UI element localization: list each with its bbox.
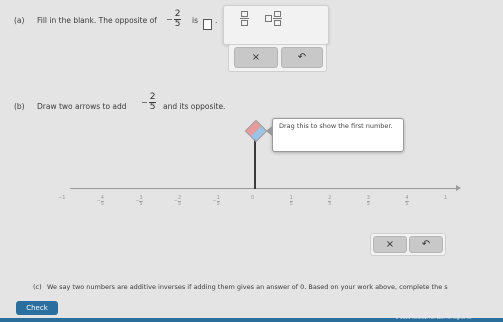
fraction-denominator: 5 bbox=[174, 19, 181, 29]
number-line-arrow-right-icon bbox=[456, 185, 461, 191]
fraction-sign: − bbox=[166, 15, 173, 24]
part-b-prompt-start: Draw two arrows to add bbox=[37, 102, 127, 111]
part-a-label: (a) bbox=[14, 16, 25, 25]
number-line bbox=[70, 188, 458, 189]
check-button[interactable]: Check bbox=[16, 301, 58, 315]
tick-label: − 3 5 bbox=[135, 195, 143, 207]
tick-label: − 1 5 bbox=[212, 195, 220, 207]
tick-label: − 2 5 bbox=[173, 195, 182, 207]
part-b-label: (b) bbox=[14, 102, 25, 111]
part-b-prompt-end: and its opposite. bbox=[163, 102, 226, 111]
fraction-tool-icon[interactable] bbox=[240, 11, 249, 26]
tooltip-text: Drag this to show the first number. bbox=[279, 122, 393, 130]
drag-tooltip bbox=[272, 118, 404, 152]
period: . bbox=[215, 16, 218, 25]
fraction-numerator: 2 bbox=[174, 9, 181, 19]
part-b-fraction bbox=[141, 93, 156, 112]
undo-button-a[interactable]: ↶ bbox=[281, 47, 323, 68]
part-a-prompt: Fill in the blank. The opposite of bbox=[37, 16, 157, 25]
drag-handle-icon[interactable] bbox=[245, 120, 268, 143]
tick-label: 1 bbox=[444, 195, 448, 201]
tick-label: − 4 5 bbox=[96, 195, 104, 207]
tick-label: 3 5 bbox=[366, 195, 370, 207]
clear-button-b[interactable]: × bbox=[373, 236, 407, 253]
is-text: is bbox=[192, 16, 198, 25]
undo-button-b[interactable]: ↶ bbox=[409, 236, 443, 253]
part-c-prompt: We say two numbers are additive inverses if adding them gives an answer of 0. Based on your work above, complete the s bbox=[47, 283, 448, 291]
tick-label: 4 5 bbox=[405, 195, 409, 207]
footer-text: © 2024 McGraw Hill LLC. All Rights Re bbox=[395, 315, 472, 320]
tick-label: − 1 bbox=[58, 195, 66, 201]
tick-label: 1 5 bbox=[289, 195, 293, 207]
mixed-number-tool-icon[interactable] bbox=[265, 11, 282, 26]
fraction-denominator: 5 bbox=[149, 102, 156, 112]
part-a-fraction bbox=[166, 10, 181, 29]
fraction-numerator: 2 bbox=[149, 92, 156, 102]
clear-button-a[interactable]: × bbox=[234, 47, 278, 68]
fraction-sign: − bbox=[141, 98, 148, 107]
tick-label: 2 5 bbox=[328, 195, 332, 207]
part-c-label: (c) bbox=[33, 283, 42, 291]
answer-blank[interactable] bbox=[203, 14, 212, 33]
tooltip-pointer-icon bbox=[266, 126, 272, 136]
tick-label: 0 bbox=[251, 195, 255, 201]
